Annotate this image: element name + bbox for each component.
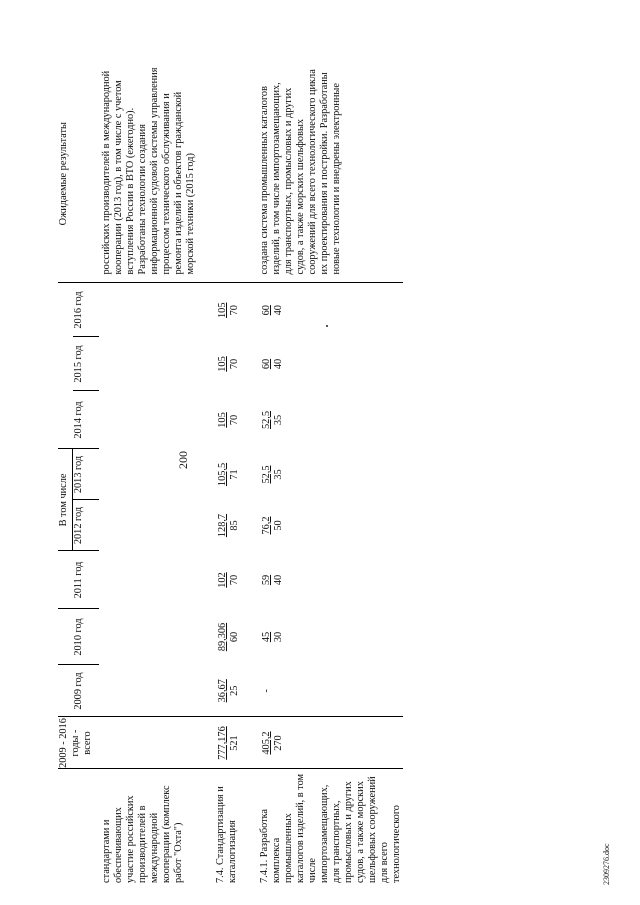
header-including: В том числе — [58, 449, 73, 551]
header-year-2014: 2014 год — [73, 391, 100, 449]
header-year-2011: 2011 год — [73, 551, 100, 609]
year-value: 45 — [261, 631, 272, 643]
year-value-sub: 40 — [273, 574, 284, 586]
header-label-cell — [58, 769, 99, 885]
year-value-sub: 40 — [273, 305, 284, 316]
year-value-sub: 71 — [229, 469, 240, 480]
year-value: 60 — [261, 358, 272, 370]
header-total: 2009 - 2016 годы - всего — [58, 717, 99, 769]
row-result — [213, 65, 241, 283]
row-label: 7.4. Стандартизация и каталогизация — [213, 769, 241, 885]
header-year-2009: 2009 год — [73, 665, 100, 717]
year-value: 105 — [217, 302, 228, 318]
page-number: 200 — [176, 451, 190, 469]
year-value-sub: 70 — [229, 414, 240, 426]
total-value: 405,2 — [261, 731, 272, 755]
year-value-sub: 70 — [229, 574, 240, 586]
row-label: 7.4.1. Разработка комплекса промышленных каталогов изделий, в том числе импортозамещающих, для транспортных, промысловых и других судов, а также морских шельфовых сооружений для всего технологического — [257, 769, 403, 885]
header-row-1 — [58, 65, 73, 885]
total-value-sub: 521 — [229, 735, 240, 751]
table-row — [213, 65, 241, 885]
header-year-2012: 2012 год — [73, 500, 100, 551]
year-value: 59 — [261, 574, 272, 586]
row-total — [213, 717, 241, 769]
table-row — [99, 65, 197, 885]
header-results: Ожидаемые результаты — [58, 122, 69, 226]
year-value-sub: 50 — [273, 520, 284, 531]
year-value-sub: 70 — [229, 305, 240, 316]
year-value: 105 — [217, 412, 228, 428]
header-year-2015: 2015 год — [73, 337, 100, 391]
year-value-sub: 30 — [273, 631, 284, 643]
year-value-sub: 35 — [273, 469, 284, 480]
year-value: 102 — [217, 572, 228, 588]
row-label: стандартами и обеспечивающих участие российских производителей в международной кооперации (комплекс работ "Охта") — [99, 769, 197, 885]
year-value: 60 — [261, 305, 272, 316]
year-value-sub: 70 — [229, 358, 240, 370]
year-value-sub: 25 — [229, 685, 240, 696]
year-value-dash: - — [261, 689, 272, 693]
year-value: 76,2 — [261, 516, 272, 535]
file-reference: 2309276.doc — [602, 843, 611, 885]
total-value: 777,176 — [217, 726, 228, 760]
table-row — [257, 65, 403, 885]
total-value-sub: 270 — [273, 735, 284, 751]
year-value: 105 — [217, 356, 228, 372]
year-value: 52,5 — [261, 465, 272, 484]
program-table — [58, 65, 403, 885]
year-value: 52,5 — [261, 410, 272, 429]
row-result: создана система промышленных каталогов изделий, в том числе импортозамещающих, для транспортных, промысловых и других судов, а также морских шельфовых сооружений для всего технологического цикла их проектирования и постройки. Разработаны новые технологии и внедрены электронные — [259, 69, 342, 275]
header-year-2016: 2016 год — [73, 283, 100, 337]
year-value-sub: 35 — [273, 414, 284, 426]
year-value-sub: 40 — [273, 358, 284, 370]
header-year-2013: 2013 год — [73, 449, 100, 500]
row-result: российских производителей в международной кооперации (2013 год), в том числе с учетом вступления России в ВТО (ежегодно). Разработаны технологии создания информационной судовой системы управления процессом технического обслуживания и ремонта изделий и объектов гражданской морской техники (2015 год) — [101, 67, 196, 275]
header-year-2010: 2010 год — [73, 609, 100, 665]
year-value-sub: 85 — [229, 520, 240, 531]
row-total — [257, 717, 403, 769]
year-value-sub: 60 — [229, 631, 240, 643]
year-value: 128,7 — [217, 513, 228, 538]
year-value: 36,67 — [217, 679, 228, 703]
year-value: 89,306 — [217, 622, 228, 652]
year-value: 105,5 — [217, 462, 228, 487]
